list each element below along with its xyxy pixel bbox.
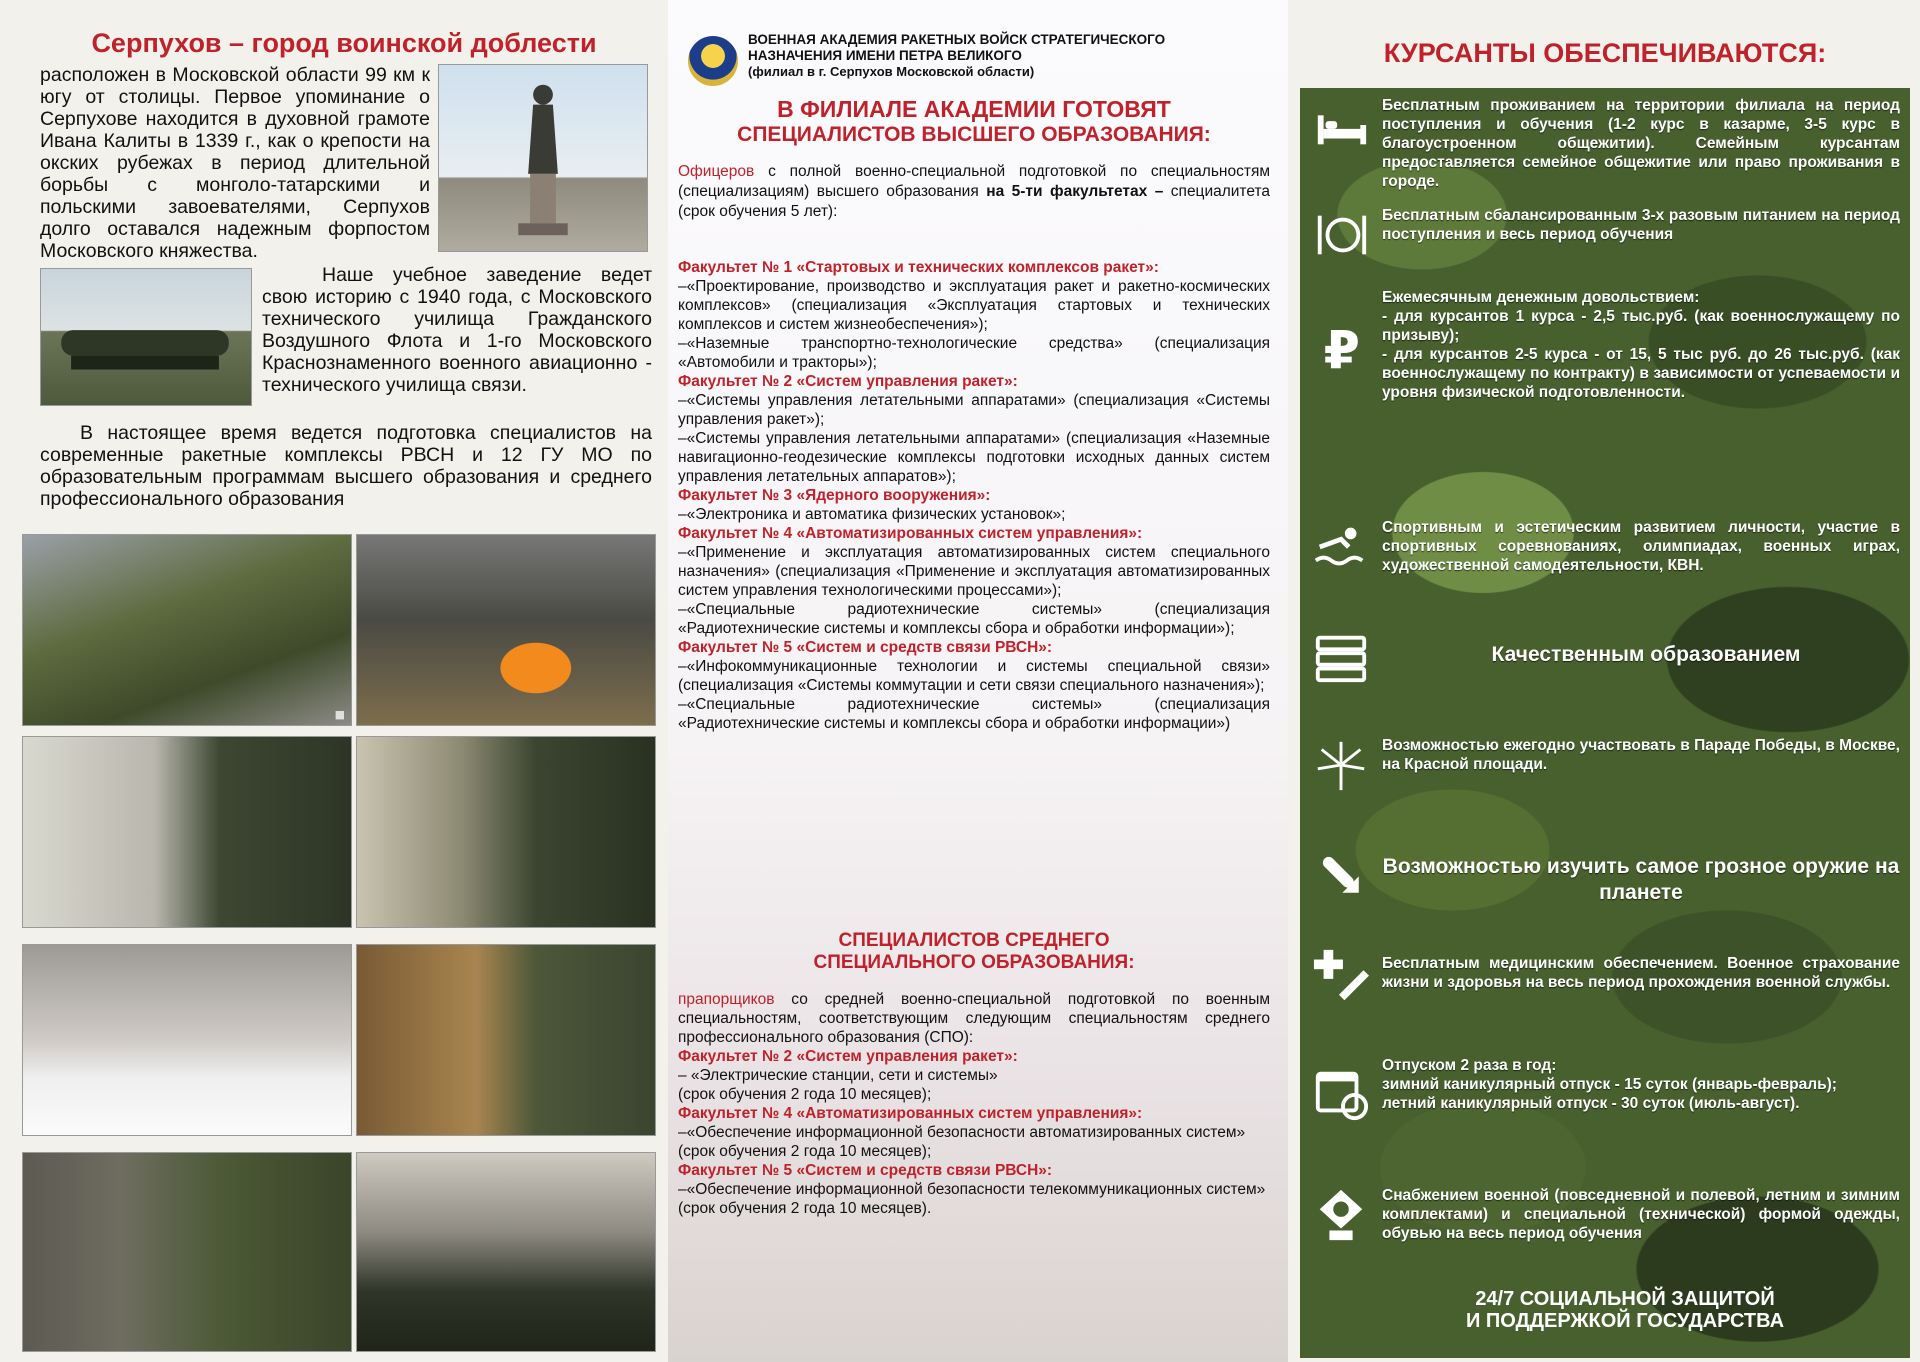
photo-caption: ■ <box>334 708 345 721</box>
faculty-title: Факультет № 2 «Систем управления ракет»: <box>678 1048 1018 1065</box>
benefit-text: Бесплатным сбалансированным 3-х разовым питанием на период поступления и весь период обучения <box>1382 207 1900 243</box>
benefit-social-footer: 24/7 СОЦИАЛЬНОЙ ЗАЩИТОЙ И ПОДДЕРЖКОЙ ГОСУДАРСТВА <box>1465 1288 1785 1332</box>
right-column <box>1290 0 1920 1362</box>
specialty-item: –«Обеспечение информационной безопасности телекоммуникационных систем» <box>678 1181 1266 1198</box>
fire-training-photo <box>356 534 656 726</box>
ensigns-paragraph <box>678 990 1270 1047</box>
driver-photo <box>22 1152 352 1352</box>
svg-text:₽: ₽ <box>1323 321 1360 376</box>
specialty-item: (срок обучения 2 года 10 месяцев); <box>678 1143 932 1160</box>
ruble-icon <box>1300 288 1382 376</box>
parade-photo <box>22 534 352 726</box>
benefit-education <box>1300 628 1910 686</box>
academy-header <box>748 32 1258 80</box>
specialty-item: (срок обучения 2 года 10 месяцев). <box>678 1200 932 1217</box>
control-panel-photo <box>22 736 352 928</box>
calendar-icon <box>1300 1056 1382 1122</box>
benefit-text: Спортивным и эстетическим развитием личности, участие в спортивных соревнованиях, олимпиадах, военных играх, художественной самодеятельности, КВН. <box>1382 519 1900 574</box>
faculty-title: Факультет № 5 «Систем и средств связи РВСН»: <box>678 639 1053 656</box>
fireworks-icon <box>1300 736 1382 794</box>
heading-secondary: СПЕЦИАЛИСТОВ СРЕДНЕГО <box>838 930 1110 951</box>
benefit-uniform <box>1300 1186 1910 1244</box>
benefits-title: КУРСАНТЫ ОБЕСПЕЧИВАЮТСЯ: <box>1383 38 1827 68</box>
history-text: Наше учебное заведение ведет свою историю с 1940 года, с Московского технического училища Гражданского Воздушного Флота и 1-го Московского Краснознаменного военного авиационно - технического училища связи. <box>262 264 652 396</box>
benefit-allowance <box>1300 288 1910 402</box>
middle-column <box>668 0 1288 1362</box>
benefit-text: Снабжением военной (повседневной и полевой, летним и зимним комплектами) и специальной (технической) формой одежды, обувью на весь период обучения <box>1382 1187 1900 1242</box>
faculty-list <box>678 258 1270 733</box>
benefit-sport <box>1300 518 1910 576</box>
faculty-title: Факультет № 1 «Стартовых и технических комплексов ракет»: <box>678 259 1159 276</box>
officers-text: с полной военно-специальной подготовкой по специальностям (специализациям) высшего образования <box>678 163 1270 200</box>
specialty-item: –«Наземные транспортно-технологические средства» (специализация «Автомобили и тракторы»); <box>678 335 1270 371</box>
specialty-item: –«Обеспечение информационной безопасности автоматизированных систем» <box>678 1124 1246 1141</box>
academy-name: ВОЕННАЯ АКАДЕМИЯ РАКЕТНЫХ ВОЙСК СТРАТЕГИЧЕСКОГО НАЗНАЧЕНИЯ ИМЕНИ ПЕТРА ВЕЛИКОГО <box>748 32 1166 63</box>
intro-text: расположен в Московской области 99 км к югу от столицы. Первое упоминание о Серпухове находится в духовной грамоте Ивана Калиты в 1339 г., как о крепости на окских рубежах в период длительной борьбы с монголо-татарскими и польскими завоевателями, Серпухов долго оставался надежным форпостом Московского княжества. <box>40 64 430 262</box>
benefit-text: Бесплатным проживанием на территории филиала на период поступления и обучения (1-2 курс в казарме, 3-5 курс в благоустроенном общежитии). Семейным курсантам предоставляется семейное общежитие или право проживания в городе. <box>1382 97 1900 190</box>
faculty-title: Факультет № 2 «Систем управления ракет»: <box>678 373 1018 390</box>
benefit-vacation <box>1300 1056 1910 1122</box>
academy-emblem-icon <box>688 36 738 86</box>
benefits-panel <box>1300 88 1910 1358</box>
plate-cutlery-icon <box>1300 206 1382 264</box>
heading-prepare: В ФИЛИАЛЕ АКАДЕМИИ ГОТОВЯТ <box>777 96 1171 122</box>
rocket-icon <box>1300 846 1382 904</box>
computer-class-photo <box>356 736 656 928</box>
present-text: В настоящее время ведется подготовка специалистов на современные ракетные комплексы РВСН и 12 ГУ МО по образовательным программам высшего образования и среднего профессионального образования <box>40 422 652 510</box>
officers-paragraph <box>678 162 1270 222</box>
specialty-item: –«Электроника и автоматика физических установок»; <box>678 506 1066 523</box>
faculty-title: Факультет № 4 «Автоматизированных систем управления»: <box>678 1105 1143 1122</box>
officers-bold: на 5-ти факультетах – <box>986 183 1171 200</box>
benefit-medical <box>1300 946 1910 1004</box>
spo-list <box>678 990 1270 1218</box>
specialty-item: –«Специальные радиотехнические системы» (специализация «Радиотехнические системы и комплексы сбора и обработки информации»); <box>678 601 1270 637</box>
swimmer-icon <box>1300 518 1382 576</box>
ensigns-text: со средней военно-специальной подготовкой по военным специальностям, соответствующим следующим специальностям среднего профессионального образования (СПО): <box>678 991 1270 1046</box>
benefit-text: Ежемесячным денежным довольствием: - для курсантов 1 курса - 2,5 тыс.руб. (как военнослужащему по призыву); - для курсантов 2-5 курса - от 15, 5 тыс руб. до 26 тыс.руб. (как военнослужащему по контракту) в зависимости от успеваемости и уровня физической подготовленности. <box>1382 289 1900 401</box>
heading-secondary-education: СПЕЦИАЛЬНОГО ОБРАЗОВАНИЯ: <box>813 952 1135 973</box>
specialty-item: –«Системы управления летательными аппаратами» (специализация «Системы управления ракет»); <box>678 392 1270 428</box>
page-title: Серпухов – город воинской доблести <box>91 28 597 58</box>
benefit-text: Качественным образованием <box>1491 643 1801 666</box>
officers-lead: Офицеров <box>678 163 755 180</box>
specialty-item: –«Проектирование, производство и эксплуатация ракет и ракетно-космических комплексов» (специализация «Эксплуатация стартовых и технических комплексов и систем жизнеобеспечения»); <box>678 278 1270 333</box>
specialty-item: – «Электрические станции, сети и системы» <box>678 1067 998 1084</box>
benefit-housing <box>1300 96 1910 191</box>
left-column <box>0 0 668 1362</box>
specialty-item: –«Системы управления летательными аппаратами» (специализация «Наземные навигационно-геодезические комплексы подготовки исходных данных систем управления летательных аппаратов»); <box>678 430 1270 485</box>
academy-branch: (филиал в г. Серпухов Московской области) <box>748 64 1035 79</box>
specialty-item: –«Применение и эксплуатация автоматизированных систем специального назначения» (специализация «Применение и эксплуатация автоматизированных систем управления технологическими процессами»); <box>678 544 1270 599</box>
benefit-food <box>1300 206 1910 264</box>
books-icon <box>1300 628 1382 686</box>
specialty-item: –«Специальные радиотехнические системы» (специализация «Радиотехнические системы и комплексы сбора и обработки информации») <box>678 696 1270 732</box>
field-survey-photo <box>22 944 352 1136</box>
specialty-item: (срок обучения 2 года 10 месяцев); <box>678 1086 932 1103</box>
faculty-title: Факультет № 5 «Систем и средств связи РВСН»: <box>678 1162 1053 1179</box>
ensigns-lead: прапорщиков <box>678 991 775 1008</box>
shooting-photo <box>356 944 656 1136</box>
uniform-icon <box>1300 1186 1382 1244</box>
tank-driver-photo <box>356 1152 656 1352</box>
missile-photo <box>40 268 252 406</box>
benefit-text: Отпуском 2 раза в год: зимний каникулярный отпуск - 15 суток (январь-февраль); летний каникулярный отпуск - 30 суток (июль-август). <box>1382 1057 1837 1112</box>
benefit-weapons <box>1300 846 1910 906</box>
benefit-parade <box>1300 736 1910 794</box>
monument-photo <box>438 64 648 252</box>
benefit-text: Возможностью ежегодно участвовать в Параде Победы, в Москве, на Красной площади. <box>1382 737 1900 773</box>
benefit-text: Бесплатным медицинским обеспечением. Военное страхование жизни и здоровья на весь период прохождения военной службы. <box>1382 955 1900 991</box>
heading-higher-education: СПЕЦИАЛИСТОВ ВЫСШЕГО ОБРАЗОВАНИЯ: <box>737 123 1211 146</box>
specialty-item: –«Инфокоммуникационные технологии и системы специальной связи» (специализация «Системы коммутации и сети связи специального назначения»); <box>678 658 1270 694</box>
benefit-text: Возможностью изучить самое грозное оружие на планете <box>1382 855 1900 904</box>
faculty-title: Факультет № 4 «Автоматизированных систем управления»: <box>678 525 1143 542</box>
bed-icon <box>1300 96 1382 154</box>
officers-end: специалитета (срок обучения 5 лет): <box>678 183 1270 220</box>
medical-icon <box>1300 946 1382 1004</box>
faculty-title: Факультет № 3 «Ядерного вооружения»: <box>678 487 991 504</box>
